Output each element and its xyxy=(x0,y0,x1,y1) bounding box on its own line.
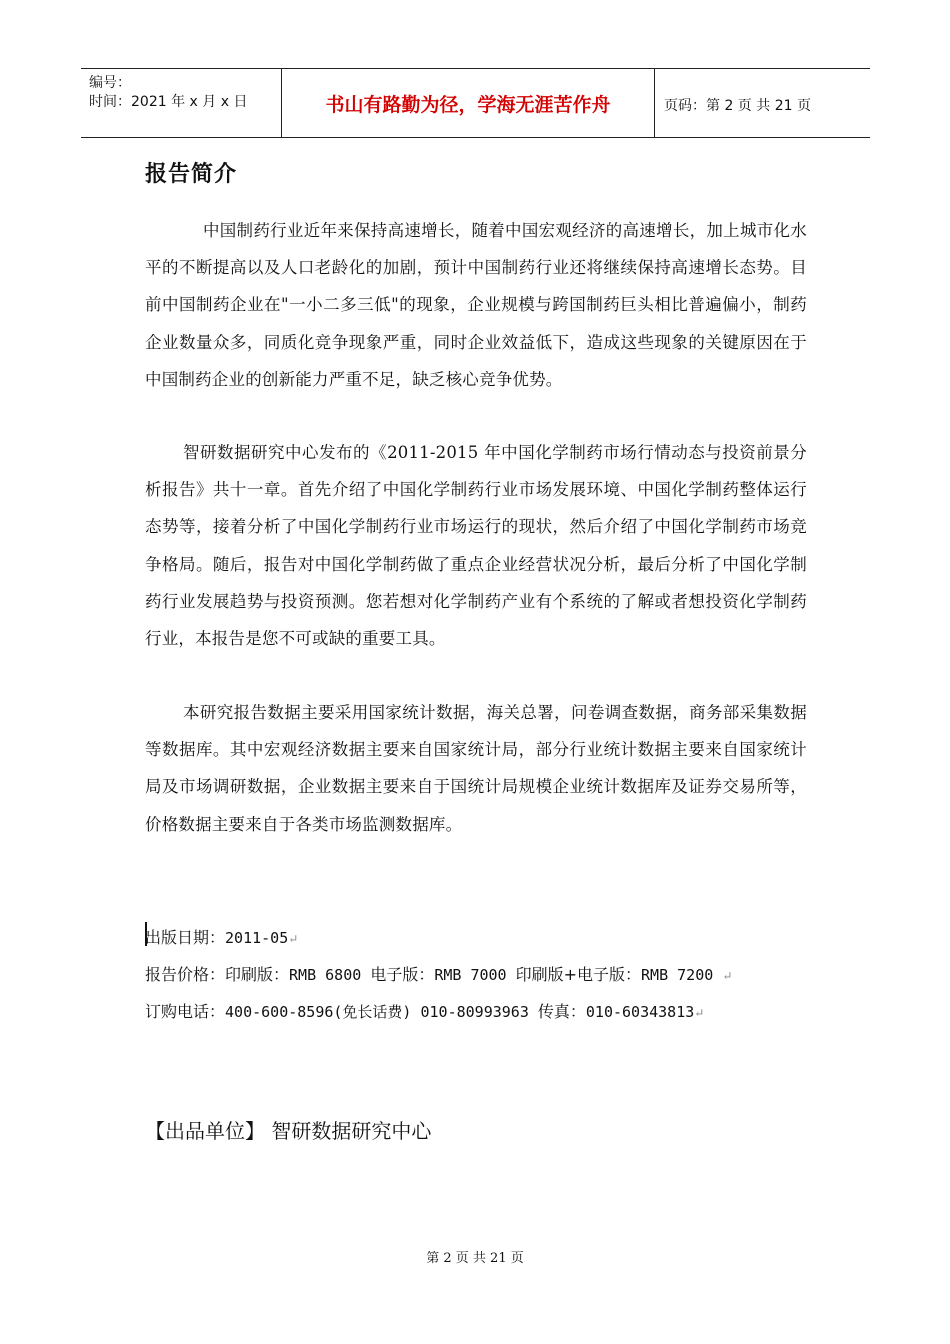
both-price-value: RMB 7200 xyxy=(641,966,723,984)
line-break-mark-icon: ↵ xyxy=(694,1006,705,1020)
producer-line: 【出品单位】 智研数据研究中心 xyxy=(145,1119,432,1143)
fax-value: 010-60343813 xyxy=(585,1003,695,1021)
fax-label: 传真： xyxy=(537,1002,586,1021)
order-phone-line xyxy=(145,999,704,1022)
page-footer: 第 2 页 共 21 页 xyxy=(426,1251,524,1266)
time-label: 时间：2021 年 x 月 x 日 xyxy=(89,94,248,110)
header-meta-cell xyxy=(81,69,282,137)
intro-paragraph-1: 中国制药行业近年来保持高速增长，随着中国宏观经济的高速增长，加上城市化水平的不断提高以及人口老龄化的加剧，预计中国制药行业还将继续保持高速增长态势。目前中国制药企业在"一小二多三低"的现象，企业规模与跨国制药巨头相比普遍偏小，制药企业数量众多，同质化竞争现象严重，同时企业效益低下，造成这些现象的关键原因在于中国制药企业的创新能力严重不足，缺乏核心竞争优势。 xyxy=(145,221,807,389)
print-price-label: 印刷版： xyxy=(225,965,290,984)
publish-date-value: 2011-05 xyxy=(225,929,289,947)
document-header xyxy=(81,68,870,138)
section-title: 报告简介 xyxy=(145,162,238,187)
e-price-label: 电子版： xyxy=(370,965,435,984)
publish-date-line xyxy=(145,925,298,948)
line-break-mark-icon: ↵ xyxy=(288,932,299,946)
e-price-value: RMB 7000 xyxy=(434,966,516,984)
publish-date-label: 出版日期： xyxy=(145,928,226,947)
print-price-value: RMB 6800 xyxy=(289,966,371,984)
line-break-mark-icon: ↵ xyxy=(722,969,733,983)
price-label: 报告价格： xyxy=(145,965,226,984)
intro-paragraph-3: 本研究报告数据主要采用国家统计数据，海关总署，问卷调查数据，商务部采集数据等数据库。其中宏观经济数据主要来自国家统计局，部分行业统计数据主要来自国家统计局及市场调研数据，企业数据主要来自于国统计局规模企业统计数据库及证券交易所等，价格数据主要来自于各类市场监测数据库。 xyxy=(145,703,807,834)
header-motto: 书山有路勤为径，学海无涯苦作舟 xyxy=(282,69,655,137)
intro-paragraph-2: 智研数据研究中心发布的《2011-2015 年中国化学制药市场行情动态与投资前景分析报告》共十一章。首先介绍了中国化学制药行业市场发展环境、中国化学制药整体运行态势等，接着分析了中国化学制药行业市场运行的现状，然后介绍了中国化学制药市场竞争格局。随后，报告对中国化学制药做了重点企业经营状况分析，最后分析了中国化学制药行业发展趋势与投资预测。您若想对化学制药产业有个系统的了解或者想投资化学制药行业，本报告是您不可或缺的重要工具。 xyxy=(145,443,807,649)
header-page-info: 页码：第 2 页 共 21 页 xyxy=(664,98,811,114)
both-price-label: 印刷版+电子版： xyxy=(515,965,642,984)
code-label: 编号： xyxy=(89,75,131,91)
phone-label: 订购电话： xyxy=(145,1002,226,1021)
price-line xyxy=(145,962,732,985)
phone-value: 400-600-8596(免长话费) 010-80993963 xyxy=(225,1003,538,1021)
